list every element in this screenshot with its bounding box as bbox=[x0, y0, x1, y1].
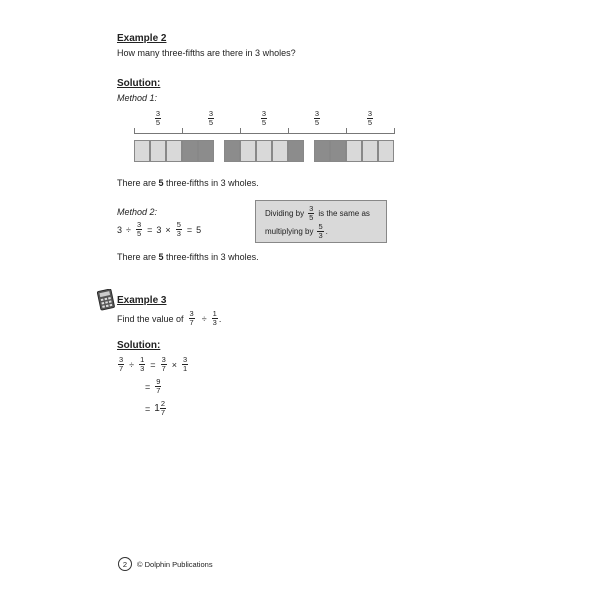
eq-three: 3 bbox=[156, 224, 162, 235]
bar-group-label: $\frac{3}{5}$ bbox=[261, 109, 267, 127]
eq-answer: 5 bbox=[196, 224, 202, 235]
bar-group-label: $\frac{3}{5}$ bbox=[367, 109, 373, 127]
eq-times: × bbox=[165, 224, 171, 235]
example-2-solution-label: Solution: bbox=[117, 78, 161, 89]
step-1-times: × bbox=[171, 359, 177, 370]
example-2-result-1 bbox=[117, 178, 259, 188]
bar-cell bbox=[288, 140, 304, 162]
bar-group-label: $\frac{3}{5}$ bbox=[208, 109, 214, 127]
result-2-bold: 5 bbox=[158, 252, 164, 262]
method-2-label: Method 2: bbox=[117, 207, 158, 217]
bar-bracket-tick bbox=[346, 128, 347, 134]
question-prefix: Find the value of bbox=[117, 313, 184, 324]
eq-frac-1: $\frac{3}{5}$ bbox=[136, 220, 142, 238]
bar-group-label: $\frac{3}{5}$ bbox=[314, 109, 320, 127]
step-1-equals: = bbox=[150, 359, 156, 370]
bar-cell bbox=[224, 140, 240, 162]
step-2-frac: $\frac{9}{7}$ bbox=[156, 377, 161, 395]
note-line-2 bbox=[265, 223, 328, 240]
example-2-result-2 bbox=[117, 252, 259, 262]
bar-cell bbox=[150, 140, 166, 162]
bar-bracket-tick bbox=[134, 128, 135, 134]
result-2-suffix: three-fifths in 3 wholes. bbox=[163, 252, 259, 262]
note-frac-2: $\frac{5}{3}$ bbox=[318, 222, 323, 240]
result-1-suffix: three-fifths in 3 wholes. bbox=[163, 178, 259, 188]
bar-bracket-tick bbox=[288, 128, 289, 134]
note-line-2-prefix: multiplying by bbox=[265, 227, 314, 236]
question-end: . bbox=[218, 313, 222, 324]
bar-cell bbox=[240, 140, 256, 162]
eq-equals-1: = bbox=[147, 224, 153, 235]
method-1-label: Method 1: bbox=[117, 93, 158, 103]
bar-bracket-line bbox=[134, 133, 394, 134]
bar-bracket-tick bbox=[240, 128, 241, 134]
note-line-2-suffix: . bbox=[325, 227, 328, 236]
publisher: © Dolphin Publications bbox=[137, 560, 213, 569]
bar-cell bbox=[346, 140, 362, 162]
step-3 bbox=[145, 400, 167, 417]
question-frac-1: $\frac{3}{7}$ bbox=[189, 309, 194, 327]
calculator-icon bbox=[97, 289, 115, 311]
bar-group-label: $\frac{3}{5}$ bbox=[155, 109, 161, 127]
step-1-frac-4: $\frac{3}{1}$ bbox=[183, 355, 188, 373]
note-box bbox=[255, 200, 387, 243]
page-number: 2 bbox=[118, 557, 132, 571]
note-line-1-suffix: is the same as bbox=[318, 209, 370, 218]
method-2-equation bbox=[117, 221, 201, 238]
example-3-question bbox=[117, 310, 221, 327]
eq-div: ÷ bbox=[126, 224, 131, 235]
bar-cell bbox=[256, 140, 272, 162]
eq-frac-2: $\frac{5}{3}$ bbox=[176, 220, 181, 238]
note-frac-1: $\frac{3}{5}$ bbox=[309, 204, 314, 222]
bar-cell bbox=[166, 140, 182, 162]
step-3-whole: 1 bbox=[154, 403, 160, 414]
bar-bracket-tick bbox=[182, 128, 183, 134]
step-1 bbox=[117, 356, 189, 373]
bar-cell bbox=[182, 140, 198, 162]
step-1-frac-1: $\frac{3}{7}$ bbox=[119, 355, 124, 373]
step-3-mixed-number bbox=[154, 400, 167, 417]
eq-left: 3 bbox=[117, 224, 123, 235]
bar-bracket-tick bbox=[394, 128, 395, 134]
step-1-frac-3: $\frac{3}{7}$ bbox=[161, 355, 166, 373]
step-2-equals: = bbox=[145, 381, 151, 392]
result-1-bold: 5 bbox=[158, 178, 164, 188]
result-1-prefix: There are bbox=[117, 178, 159, 188]
step-1-div: ÷ bbox=[129, 359, 135, 370]
step-3-equals: = bbox=[145, 403, 151, 414]
example-2-question: How many three-fifths are there in 3 wholes? bbox=[117, 48, 296, 58]
note-line-1 bbox=[265, 205, 370, 222]
example-3-solution-label: Solution: bbox=[117, 340, 161, 351]
bar-cell bbox=[134, 140, 150, 162]
bar-cell bbox=[378, 140, 394, 162]
step-2 bbox=[145, 378, 162, 395]
question-frac-2: $\frac{1}{3}$ bbox=[212, 309, 217, 327]
bar-cell bbox=[362, 140, 378, 162]
step-1-frac-2: $\frac{1}{3}$ bbox=[140, 355, 145, 373]
bar-cell bbox=[330, 140, 346, 162]
example-2-title: Example 2 bbox=[117, 33, 167, 44]
bar-cell bbox=[314, 140, 330, 162]
eq-equals-2: = bbox=[186, 224, 193, 235]
bar-cell bbox=[198, 140, 214, 162]
step-3-frac: $\frac{2}{7}$ bbox=[160, 399, 165, 417]
question-div: ÷ bbox=[201, 313, 207, 324]
bar-cell bbox=[272, 140, 288, 162]
result-2-prefix: There are bbox=[117, 252, 159, 262]
example-3-title: Example 3 bbox=[117, 295, 167, 306]
note-line-1-prefix: Dividing by bbox=[265, 209, 305, 218]
